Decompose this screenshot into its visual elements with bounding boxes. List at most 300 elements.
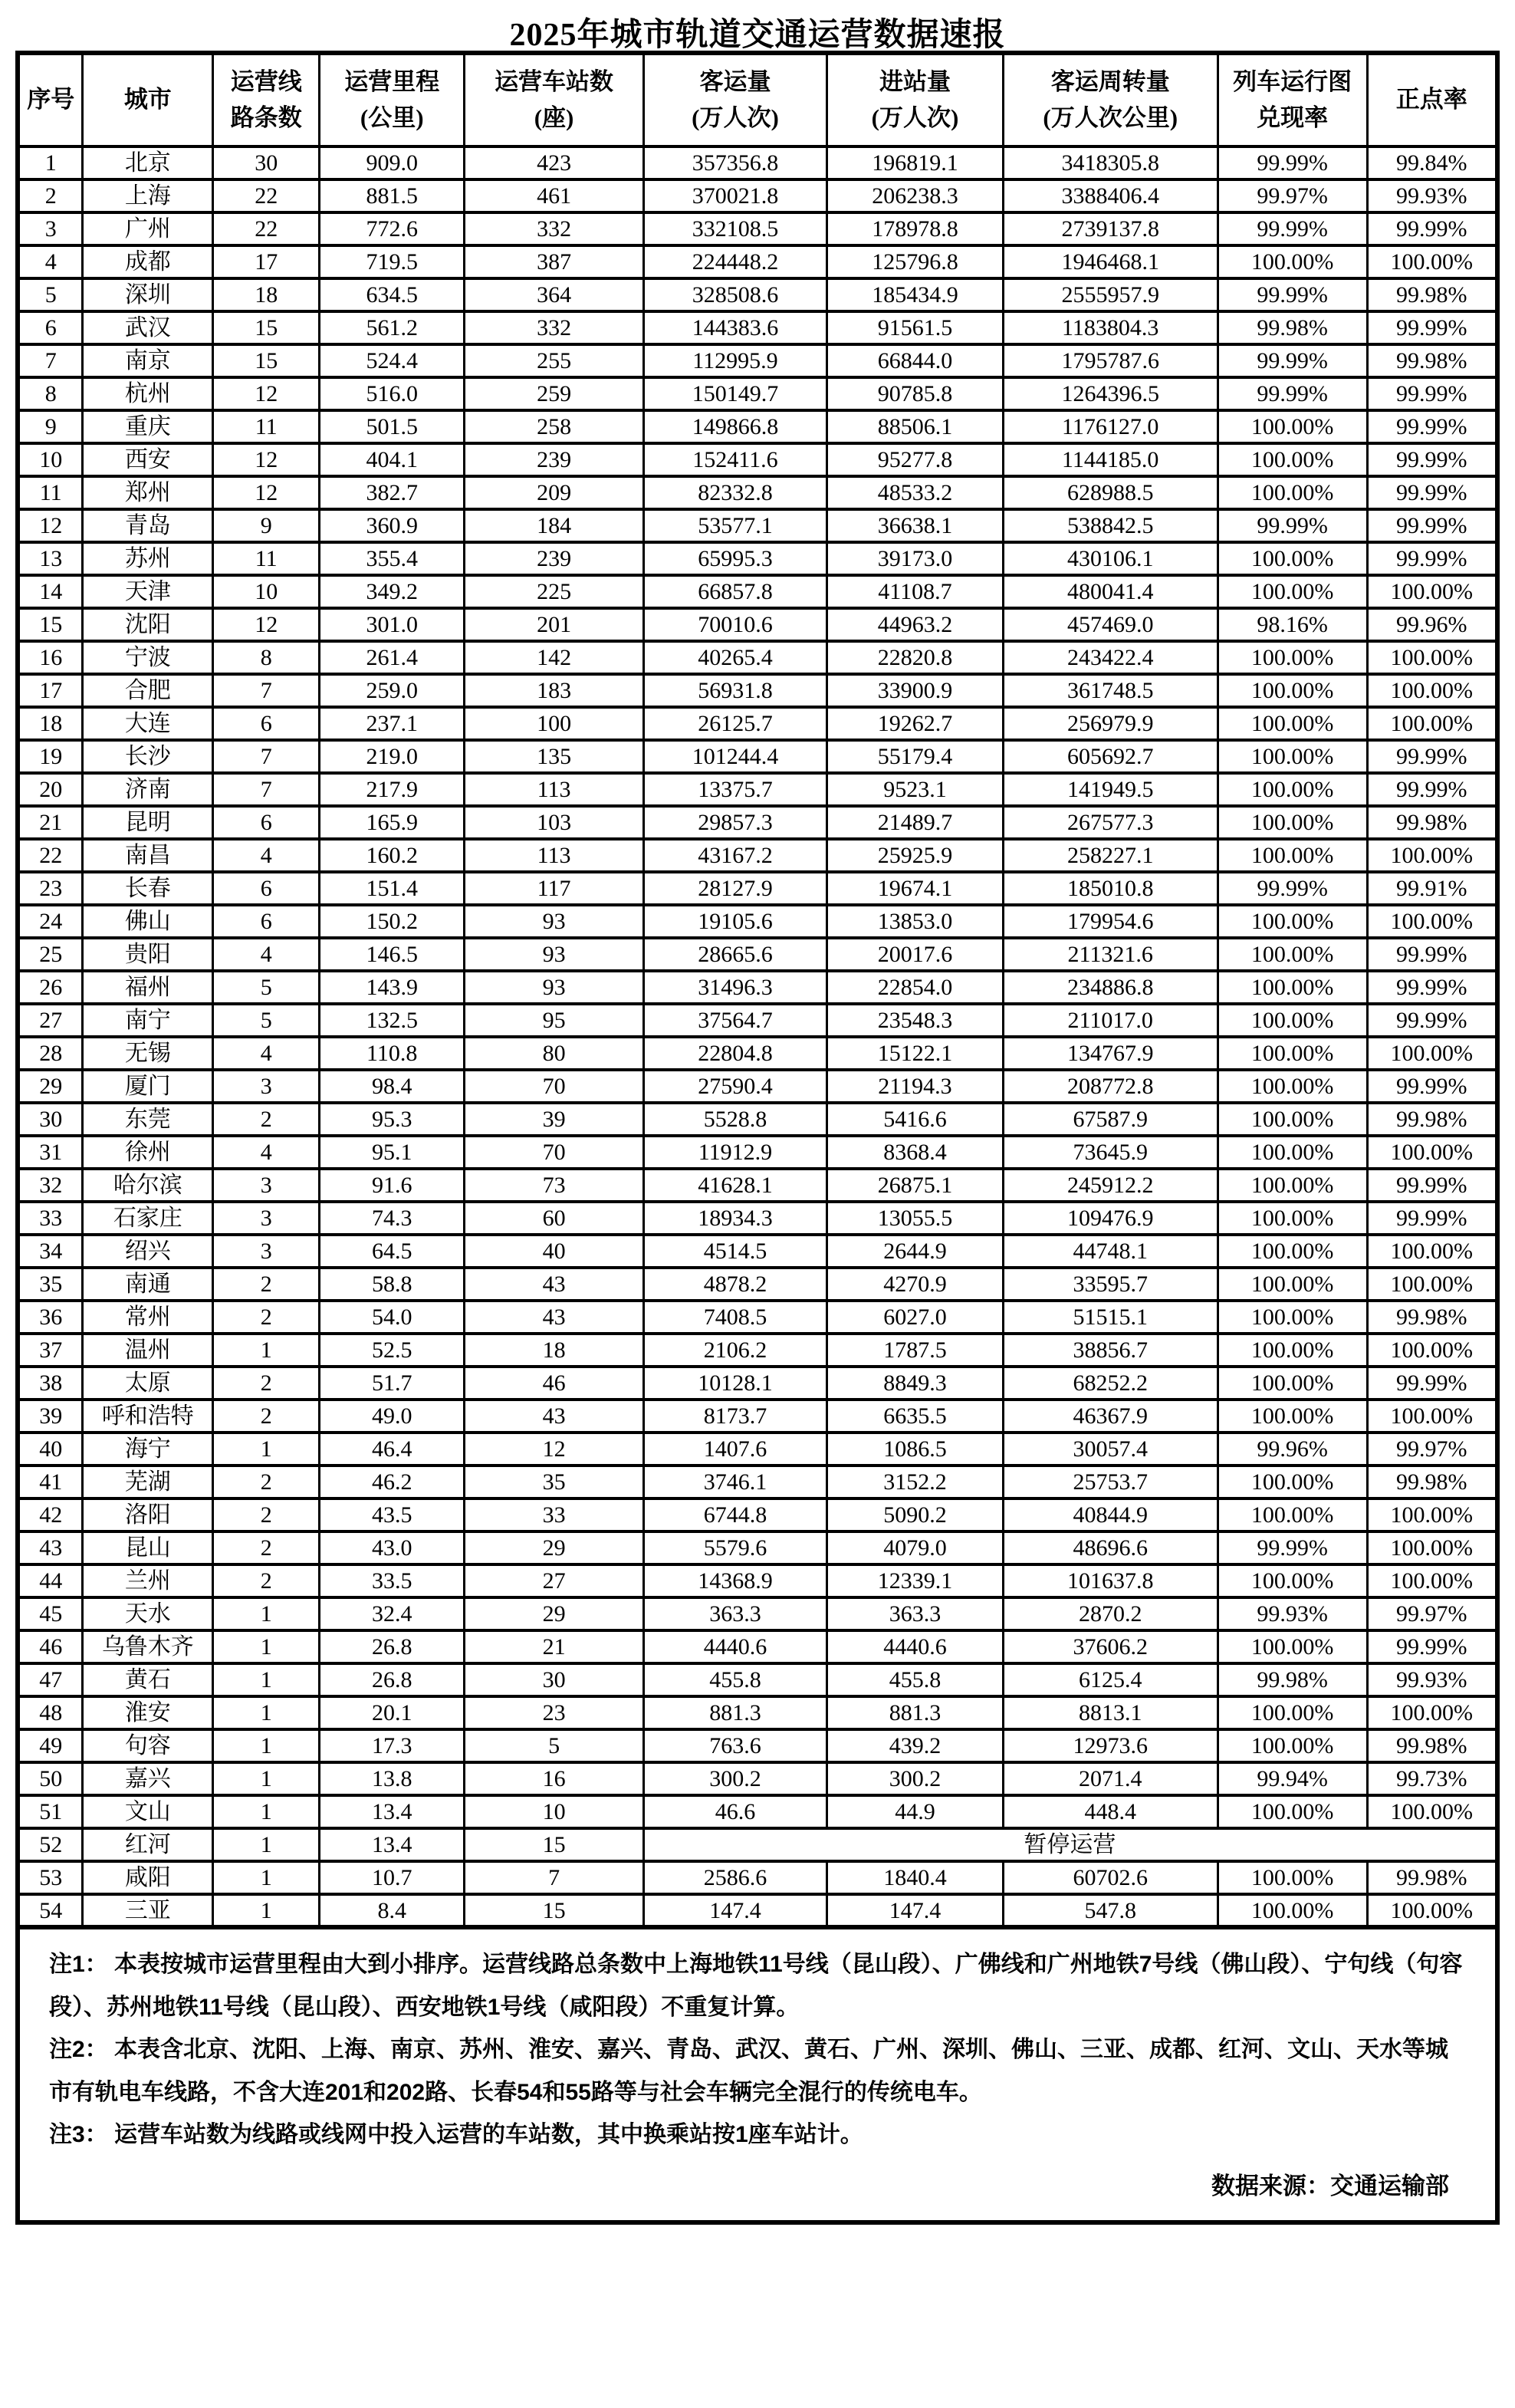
cell: 上海 <box>83 179 213 212</box>
suspended-operation-cell: 暂停运营 <box>643 1828 1497 1861</box>
cell: 100.00% <box>1218 476 1367 509</box>
cell: 100.00% <box>1218 1894 1367 1927</box>
cell: 6027.0 <box>827 1301 1004 1334</box>
cell: 3 <box>213 1169 320 1202</box>
cell: 99.99% <box>1218 146 1367 179</box>
cell: 99.99% <box>1367 1004 1497 1037</box>
cell: 100.00% <box>1218 1169 1367 1202</box>
cell: 90785.8 <box>827 377 1004 410</box>
cell: 99.97% <box>1218 179 1367 212</box>
cell: 7 <box>213 674 320 707</box>
cell: 211017.0 <box>1003 1004 1218 1037</box>
cell: 绍兴 <box>83 1235 213 1268</box>
cell: 99.99% <box>1367 509 1497 542</box>
cell: 22 <box>18 839 83 872</box>
cell: 10.7 <box>320 1861 465 1894</box>
cell: 101244.4 <box>643 740 827 773</box>
table-row <box>18 1498 1497 1531</box>
cell: 3 <box>213 1235 320 1268</box>
cell: 26875.1 <box>827 1169 1004 1202</box>
cell: 100.00% <box>1218 1400 1367 1433</box>
cell: 361748.5 <box>1003 674 1218 707</box>
cell: 1183804.3 <box>1003 311 1218 344</box>
cell: 100.00% <box>1218 410 1367 443</box>
cell: 91.6 <box>320 1169 465 1202</box>
table-row <box>18 1433 1497 1466</box>
cell: 43167.2 <box>643 839 827 872</box>
cell: 98.4 <box>320 1070 465 1103</box>
cell: 5 <box>18 278 83 311</box>
cell: 70 <box>465 1136 644 1169</box>
cell: 100.00% <box>1218 443 1367 476</box>
cell: 1176127.0 <box>1003 410 1218 443</box>
cell: 99.98% <box>1367 278 1497 311</box>
col-header-city: 城市 <box>83 53 213 146</box>
cell: 25 <box>18 938 83 971</box>
cell: 6635.5 <box>827 1400 1004 1433</box>
cell: 21 <box>465 1630 644 1663</box>
cell: 99.99% <box>1367 476 1497 509</box>
cell: 8173.7 <box>643 1400 827 1433</box>
cell: 嘉兴 <box>83 1762 213 1795</box>
cell: 88506.1 <box>827 410 1004 443</box>
cell: 昆山 <box>83 1531 213 1564</box>
cell: 100.00% <box>1367 1268 1497 1301</box>
cell: 1407.6 <box>643 1433 827 1466</box>
cell: 370021.8 <box>643 179 827 212</box>
cell: 1086.5 <box>827 1433 1004 1466</box>
cell: 99.98% <box>1218 311 1367 344</box>
cell: 360.9 <box>320 509 465 542</box>
cell: 357356.8 <box>643 146 827 179</box>
cell: 19262.7 <box>827 707 1004 740</box>
cell: 100.00% <box>1218 542 1367 575</box>
cell: 4 <box>213 839 320 872</box>
cell: 99.93% <box>1367 1663 1497 1696</box>
cell: 66857.8 <box>643 575 827 608</box>
table-row <box>18 1597 1497 1630</box>
cell: 301.0 <box>320 608 465 641</box>
cell: 243422.4 <box>1003 641 1218 674</box>
cell: 6 <box>213 872 320 905</box>
cell: 382.7 <box>320 476 465 509</box>
cell: 2 <box>213 1301 320 1334</box>
cell: 100.00% <box>1218 1498 1367 1531</box>
cell: 99.93% <box>1367 179 1497 212</box>
cell: 100.00% <box>1218 1235 1367 1268</box>
cell: 杭州 <box>83 377 213 410</box>
cell: 32.4 <box>320 1597 465 1630</box>
cell: 60 <box>465 1202 644 1235</box>
cell: 100.00% <box>1367 839 1497 872</box>
note-2: 注2： 本表含北京、沈阳、上海、南京、苏州、淮安、嘉兴、青岛、武汉、黄石、广州、深圳、佛山、三亚、成都、红河、文山、天水等城市有轨电车线路，不含大连201和202路、长春54和55路等与社会车辆完全混行的传统电车。 <box>49 2037 1449 2105</box>
cell: 50 <box>18 1762 83 1795</box>
data-source: 数据来源：交通运输部 <box>1211 2172 1449 2199</box>
table-row <box>18 1037 1497 1070</box>
cell: 7 <box>465 1861 644 1894</box>
cell: 15 <box>213 311 320 344</box>
cell: 100.00% <box>1218 773 1367 806</box>
cell: 18 <box>213 278 320 311</box>
cell: 10 <box>18 443 83 476</box>
cell: 17 <box>18 674 83 707</box>
cell: 628988.5 <box>1003 476 1218 509</box>
cell: 8.4 <box>320 1894 465 1927</box>
cell: 19105.6 <box>643 905 827 938</box>
table-row <box>18 1531 1497 1564</box>
cell: 149866.8 <box>643 410 827 443</box>
cell: 239 <box>465 542 644 575</box>
cell: 黄石 <box>83 1663 213 1696</box>
cell: 237.1 <box>320 707 465 740</box>
cell: 328508.6 <box>643 278 827 311</box>
cell: 100.00% <box>1218 1696 1367 1729</box>
cell: 256979.9 <box>1003 707 1218 740</box>
col-header-turnover: 客运周转量 (万人次公里) <box>1003 53 1218 146</box>
cell: 2739137.8 <box>1003 212 1218 245</box>
cell: 29 <box>18 1070 83 1103</box>
cell: 65995.3 <box>643 542 827 575</box>
table-row <box>18 1630 1497 1663</box>
cell: 100.00% <box>1218 1466 1367 1498</box>
cell: 2 <box>213 1531 320 1564</box>
cell: 济南 <box>83 773 213 806</box>
cell: 100.00% <box>1367 1037 1497 1070</box>
cell: 117 <box>465 872 644 905</box>
cell: 咸阳 <box>83 1861 213 1894</box>
cell: 100.00% <box>1367 1696 1497 1729</box>
cell: 7 <box>213 740 320 773</box>
cell: 22804.8 <box>643 1037 827 1070</box>
cell: 26.8 <box>320 1663 465 1696</box>
cell: 448.4 <box>1003 1795 1218 1828</box>
cell: 沈阳 <box>83 608 213 641</box>
cell: 43.5 <box>320 1498 465 1531</box>
cell: 100.00% <box>1218 1630 1367 1663</box>
cell: 4878.2 <box>643 1268 827 1301</box>
cell: 100.00% <box>1367 1564 1497 1597</box>
cell: 1946468.1 <box>1003 245 1218 278</box>
cell: 7 <box>18 344 83 377</box>
cell: 101637.8 <box>1003 1564 1218 1597</box>
cell: 40265.4 <box>643 641 827 674</box>
cell: 99.99% <box>1218 212 1367 245</box>
cell: 100.00% <box>1367 575 1497 608</box>
cell: 31496.3 <box>643 971 827 1004</box>
cell: 1 <box>213 1729 320 1762</box>
cell: 太原 <box>83 1367 213 1400</box>
cell: 30 <box>213 146 320 179</box>
cell: 12 <box>213 476 320 509</box>
cell: 56931.8 <box>643 674 827 707</box>
cell: 143.9 <box>320 971 465 1004</box>
cell: 17 <box>213 245 320 278</box>
cell: 100.00% <box>1218 938 1367 971</box>
cell: 95 <box>465 1004 644 1037</box>
cell: 12 <box>18 509 83 542</box>
cell: 12 <box>213 443 320 476</box>
cell: 广州 <box>83 212 213 245</box>
cell: 99.97% <box>1367 1433 1497 1466</box>
cell: 99.91% <box>1367 872 1497 905</box>
cell: 183 <box>465 674 644 707</box>
cell: 100.00% <box>1218 1004 1367 1037</box>
cell: 5579.6 <box>643 1531 827 1564</box>
cell: 17.3 <box>320 1729 465 1762</box>
cell: 7408.5 <box>643 1301 827 1334</box>
cell: 4 <box>213 938 320 971</box>
cell: 南宁 <box>83 1004 213 1037</box>
cell: 25925.9 <box>827 839 1004 872</box>
table-row <box>18 146 1497 179</box>
cell: 46367.9 <box>1003 1400 1218 1433</box>
cell: 132.5 <box>320 1004 465 1037</box>
cell: 43.0 <box>320 1531 465 1564</box>
cell: 8 <box>18 377 83 410</box>
cell: 1 <box>18 146 83 179</box>
cell: 219.0 <box>320 740 465 773</box>
cell: 41 <box>18 1466 83 1498</box>
cell: 2 <box>213 1564 320 1597</box>
cell: 9 <box>18 410 83 443</box>
table-row <box>18 1070 1497 1103</box>
table-row <box>18 1894 1497 1927</box>
cell: 763.6 <box>643 1729 827 1762</box>
cell: 100.00% <box>1367 641 1497 674</box>
cell: 郑州 <box>83 476 213 509</box>
cell: 南京 <box>83 344 213 377</box>
cell: 30 <box>465 1663 644 1696</box>
table-row <box>18 509 1497 542</box>
cell: 1795787.6 <box>1003 344 1218 377</box>
cell: 46.2 <box>320 1466 465 1498</box>
cell: 100.00% <box>1218 1070 1367 1103</box>
cell: 99.99% <box>1218 1531 1367 1564</box>
cell: 15 <box>213 344 320 377</box>
cell: 36638.1 <box>827 509 1004 542</box>
cell: 30 <box>18 1103 83 1136</box>
cell: 29 <box>465 1597 644 1630</box>
cell: 99.99% <box>1367 1630 1497 1663</box>
cell: 99.99% <box>1218 509 1367 542</box>
cell: 29857.3 <box>643 806 827 839</box>
cell: 28127.9 <box>643 872 827 905</box>
cell: 112995.9 <box>643 344 827 377</box>
cell: 99.99% <box>1367 212 1497 245</box>
cell: 151.4 <box>320 872 465 905</box>
cell: 33 <box>18 1202 83 1235</box>
cell: 99.99% <box>1367 938 1497 971</box>
cell: 1 <box>213 1630 320 1663</box>
cell: 15122.1 <box>827 1037 1004 1070</box>
cell: 125796.8 <box>827 245 1004 278</box>
cell: 12 <box>213 608 320 641</box>
cell: 480041.4 <box>1003 575 1218 608</box>
cell: 46.4 <box>320 1433 465 1466</box>
cell: 135 <box>465 740 644 773</box>
cell: 13.4 <box>320 1828 465 1861</box>
cell: 46.6 <box>643 1795 827 1828</box>
cell: 91561.5 <box>827 311 1004 344</box>
cell: 13055.5 <box>827 1202 1004 1235</box>
cell: 27590.4 <box>643 1070 827 1103</box>
cell: 100.00% <box>1218 674 1367 707</box>
cell: 423 <box>465 146 644 179</box>
cell: 100.00% <box>1218 905 1367 938</box>
cell: 44748.1 <box>1003 1235 1218 1268</box>
cell: 99.93% <box>1218 1597 1367 1630</box>
table-row <box>18 1136 1497 1169</box>
cell: 43 <box>465 1400 644 1433</box>
cell: 100.00% <box>1367 1894 1497 1927</box>
cell: 80 <box>465 1037 644 1070</box>
cell: 11912.9 <box>643 1136 827 1169</box>
cell: 1 <box>213 1762 320 1795</box>
col-header-stations: 运营车站数 (座) <box>465 53 644 146</box>
cell: 100.00% <box>1218 1268 1367 1301</box>
table-row <box>18 1169 1497 1202</box>
cell: 2 <box>213 1367 320 1400</box>
cell: 19674.1 <box>827 872 1004 905</box>
cell: 98.16% <box>1218 608 1367 641</box>
cell: 208772.8 <box>1003 1070 1218 1103</box>
col-header-ridership: 客运量 (万人次) <box>643 53 827 146</box>
cell: 39 <box>465 1103 644 1136</box>
cell: 355.4 <box>320 542 465 575</box>
cell: 常州 <box>83 1301 213 1334</box>
cell: 44963.2 <box>827 608 1004 641</box>
cell: 547.8 <box>1003 1894 1218 1927</box>
cell: 267577.3 <box>1003 806 1218 839</box>
cell: 457469.0 <box>1003 608 1218 641</box>
cell: 三亚 <box>83 1894 213 1927</box>
cell: 100.00% <box>1367 1400 1497 1433</box>
cell: 258227.1 <box>1003 839 1218 872</box>
cell: 12973.6 <box>1003 1729 1218 1762</box>
cell: 99.99% <box>1218 344 1367 377</box>
cell: 东莞 <box>83 1103 213 1136</box>
cell: 51515.1 <box>1003 1301 1218 1334</box>
cell: 重庆 <box>83 410 213 443</box>
cell: 74.3 <box>320 1202 465 1235</box>
cell: 15 <box>465 1828 644 1861</box>
cell: 红河 <box>83 1828 213 1861</box>
cell: 32 <box>18 1169 83 1202</box>
cell: 100.00% <box>1367 1136 1497 1169</box>
cell: 100.00% <box>1218 1564 1367 1597</box>
table-row <box>18 1729 1497 1762</box>
cell: 昆明 <box>83 806 213 839</box>
cell: 100.00% <box>1218 971 1367 1004</box>
cell: 99.98% <box>1367 344 1497 377</box>
cell: 40 <box>18 1433 83 1466</box>
cell: 13 <box>18 542 83 575</box>
cell: 37606.2 <box>1003 1630 1218 1663</box>
cell: 100.00% <box>1218 1136 1367 1169</box>
cell: 2 <box>213 1466 320 1498</box>
table-row <box>18 1663 1497 1696</box>
cell: 150.2 <box>320 905 465 938</box>
cell: 100.00% <box>1367 245 1497 278</box>
header-row <box>18 53 1497 146</box>
table-row <box>18 1828 1497 1861</box>
cell: 3 <box>213 1070 320 1103</box>
footnotes <box>15 1929 1500 2225</box>
cell: 4 <box>18 245 83 278</box>
cell: 宁波 <box>83 641 213 674</box>
cell: 70010.6 <box>643 608 827 641</box>
table-row <box>18 1004 1497 1037</box>
cell: 27 <box>18 1004 83 1037</box>
cell: 39173.0 <box>827 542 1004 575</box>
cell: 无锡 <box>83 1037 213 1070</box>
cell: 100.00% <box>1218 1301 1367 1334</box>
table-row <box>18 179 1497 212</box>
cell: 100.00% <box>1218 245 1367 278</box>
cell: 165.9 <box>320 806 465 839</box>
col-header-schedule-rate: 列车运行图 兑现率 <box>1218 53 1367 146</box>
cell: 12 <box>465 1433 644 1466</box>
cell: 3 <box>18 212 83 245</box>
cell: 2 <box>18 179 83 212</box>
cell: 100 <box>465 707 644 740</box>
cell: 28665.6 <box>643 938 827 971</box>
cell: 武汉 <box>83 311 213 344</box>
cell: 41108.7 <box>827 575 1004 608</box>
cell: 15 <box>18 608 83 641</box>
cell: 哈尔滨 <box>83 1169 213 1202</box>
cell: 10128.1 <box>643 1367 827 1400</box>
cell: 乌鲁木齐 <box>83 1630 213 1663</box>
cell: 海宁 <box>83 1433 213 1466</box>
cell: 30057.4 <box>1003 1433 1218 1466</box>
cell: 99.99% <box>1367 1367 1497 1400</box>
cell: 8 <box>213 641 320 674</box>
cell: 43 <box>18 1531 83 1564</box>
cell: 天津 <box>83 575 213 608</box>
cell: 南昌 <box>83 839 213 872</box>
table-row <box>18 410 1497 443</box>
cell: 深圳 <box>83 278 213 311</box>
table-body <box>18 146 1497 1927</box>
cell: 13375.7 <box>643 773 827 806</box>
cell: 100.00% <box>1367 1498 1497 1531</box>
cell: 芜湖 <box>83 1466 213 1498</box>
cell: 909.0 <box>320 146 465 179</box>
cell: 12 <box>213 377 320 410</box>
cell: 605692.7 <box>1003 740 1218 773</box>
cell: 4270.9 <box>827 1268 1004 1301</box>
cell: 5090.2 <box>827 1498 1004 1531</box>
cell: 8849.3 <box>827 1367 1004 1400</box>
cell: 99.99% <box>1367 740 1497 773</box>
cell: 147.4 <box>827 1894 1004 1927</box>
cell: 100.00% <box>1367 674 1497 707</box>
cell: 3 <box>213 1202 320 1235</box>
cell: 100.00% <box>1218 1861 1367 1894</box>
cell: 42 <box>18 1498 83 1531</box>
cell: 苏州 <box>83 542 213 575</box>
table-row <box>18 443 1497 476</box>
cell: 18 <box>18 707 83 740</box>
report-frame <box>15 51 1500 2225</box>
cell: 363.3 <box>643 1597 827 1630</box>
cell: 3388406.4 <box>1003 179 1218 212</box>
table-row <box>18 1334 1497 1367</box>
cell: 6 <box>213 806 320 839</box>
cell: 21489.7 <box>827 806 1004 839</box>
cell: 100.00% <box>1218 1367 1367 1400</box>
